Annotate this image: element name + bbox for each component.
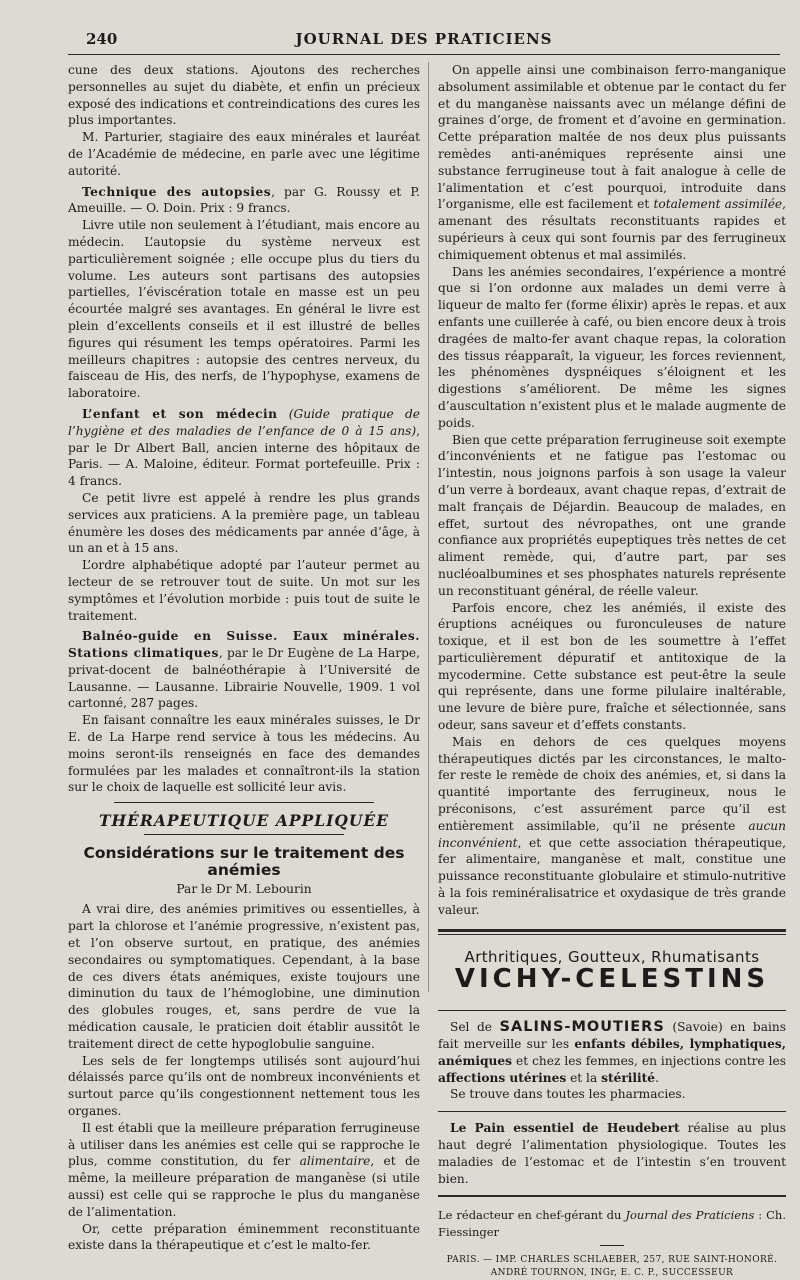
editor-credit: Le rédacteur en chef-gérant du Journal des Praticiens : Ch. Fiessinger xyxy=(438,1208,786,1240)
book-review-autopsies xyxy=(68,184,420,218)
imprint-line: PARIS. — IMP. CHARLES SCHLAEBER, 257, RUE SAINT-HONORÉ. xyxy=(446,1255,778,1265)
paragraph: Il est établi que la meilleure préparation ferrugineuse à utiliser dans les anémies est celle qui se rapproche le plus, comme constitution, du fer alimentaire, et de même, la meilleure préparation de manganèse (si utile aussi) est celle qui se rapproche le plus du manganèse de l’alimentation. xyxy=(68,1120,420,1219)
paragraph: L’ordre alphabétique adopté par l’auteur permet au lecteur de se retrouver tout de suite. Un mot sur les symptômes et l’évolution morbide : puis tout de suite le traitement. xyxy=(68,558,420,623)
book-review-balneo xyxy=(68,628,420,712)
ad-brand: SALINS-MOUTIERS xyxy=(499,1019,665,1036)
imprint-line: ANDRÉ TOURNON, INGr, E. C. P., SUCCESSEUR xyxy=(490,1268,734,1278)
paragraph: A vrai dire, des anémies primitives ou essentielles, à part la chlorose et l’anémie progressive, n’existent pas, et l’on observe surtout, en pratique, des anémies secondaires ou symptomatiques. Cependant, à la base de ces divers états anémiques, existe toujours une diminution du taux de l’hémoglobine, une diminution des globules rouges, et, sans perdre de vue la médication causale, le praticien doit établir aussitôt le traitement direct de cette hypoglobulie sanguine. xyxy=(68,902,420,1051)
section-divider xyxy=(144,834,344,835)
paragraph: Livre utile non seulement à l’étudiant, mais encore au médecin. L’autopsie du système nerveux est particulièrement soignée ; elle occupe plus du tiers du volume. Les auteurs sont partisans des autopsies partielles, l’éviscération totale en masse est un peu écourtée malgré ses avantages. En général le livre est plein d’excellents conseils et il est illustré de belles figures qui résument les temps opératoires. Parmi les meilleurs chapitres : autopsie des centres nerveux, du faisceau de His, des nerfs, de l’hypophyse, examens de laboratoire. xyxy=(68,218,420,401)
paragraph: Bien que cette préparation ferrugineuse soit exempte d’inconvénients et ne fatigue pas l’estomac ou l’intestin, nous joignons parfois à son usage la valeur d’un verre à bordeaux, avant chaque repas, d’extrait de malt français de Déjardin. Beaucoup de malades, en effet, surtout des névropathes, ont une grande confiance aux propriétés eupeptiques très nettes de cet aliment remède, qui, d’autre part, par ses nucléoalbumines et ses phosphates naturels représente un reconstituant général, de réelle valeur. xyxy=(438,432,786,598)
column-divider xyxy=(428,62,429,992)
ad-salins-moutiers xyxy=(438,1019,786,1103)
journal-title: JOURNAL DES PRATICIENS xyxy=(295,30,553,48)
left-column xyxy=(68,62,420,1254)
ad-brand: Le Pain essentiel de Heudebert xyxy=(450,1121,680,1136)
ad-text: Sel de SALINS-MOUTIERS (Savoie) en bains fait merveille sur les enfants débiles, lymphatiques, anémiques et chez les femmes, en injections contre les affections utérines et la stérilité. xyxy=(438,1019,786,1085)
paragraph: M. Parturier, stagiaire des eaux minérales et lauréat de l’Académie de médecine, en parle avec une légitime autorité. xyxy=(68,130,420,178)
book-title: Technique des autopsies xyxy=(82,184,272,199)
section-title: THÉRAPEUTIQUE APPLIQUÉE xyxy=(98,811,390,831)
page-number: 240 xyxy=(86,30,118,48)
article-byline: Par le Dr M. Lebourin xyxy=(176,881,312,896)
book-review-enfant xyxy=(68,406,420,490)
paragraph: En faisant connaître les eaux minérales suisses, le Dr E. de La Harpe rend service à tous les médecins. Au moins seront-ils renseignés en face des demandes formulées par les malades et connaîtront-ils la station sur le choix de laquelle est sollicité leur avis. xyxy=(68,713,420,795)
paragraph: cune des deux stations. Ajoutons des recherches personnelles au sujet du diabète, et enfin un précieux exposé des indications et contreindications des cures les plus importantes. xyxy=(68,63,420,128)
paragraph: Les sels de fer longtemps utilisés sont aujourd’hui délaissés parce qu’ils ont de nombreux inconvénients et surtout parce qu’ils congestionnent nettement tous les organes. xyxy=(68,1053,420,1119)
book-citation: , par le Dr Eugène de La Harpe, privat-docent de balnéothérapie à l’Université de Lausanne. — Lausanne. Librairie Nouvelle, 1909. 1 vol cartonné, 287 pages. xyxy=(68,646,420,711)
ad-heading: Arthritiques, Goutteux, Rhumatisants xyxy=(464,947,760,966)
ad-text: Se trouve dans toutes les pharmacies. xyxy=(450,1087,686,1102)
paragraph: On appelle ainsi une combinaison ferro-manganique absolument assimilable et obtenue par le contact du fer et du manganèse naissants avec un mélange défini de graines d’orge, de froment et d’avoine en germination. Cette préparation maltée de nos deux plus puissants remèdes anti-anémiques représente ainsi une substance ferrugineuse tout à fait analogue à celle de l’alimentation et c’est pourquoi, introduite dans l’organisme, elle est facilement et totalement assimilée, amenant des résultats reconstituants rapides et supérieurs à ceux qui sont fournis par des ferrugineux chimiquement obtenus et mal assimilés. xyxy=(438,63,786,262)
ad-divider xyxy=(438,1010,786,1011)
ad-divider xyxy=(438,934,786,935)
paragraph: Parfois encore, chez les anémiés, il existe des éruptions acnéiques ou furonculeuses de nature toxique, et il est bon de les soumettre à l’effet particulièrement dépuratif et antitoxique de la mycodermine. Cette substance est peut-être la seule qui représente, dans une forme pilulaire inaltérable, une levure de bière pure, fraîche et sélectionnée, sans odeur, sans saveur et d’effets constants. xyxy=(438,600,786,733)
ad-divider xyxy=(438,1195,786,1197)
article-title: Considérations sur le traitement des anémies xyxy=(83,844,405,879)
ad-divider xyxy=(438,929,786,932)
paragraph: Or, cette préparation éminemment reconstituante existe dans la thérapeutique et c’est le malto-fer. xyxy=(68,1221,420,1253)
page-header xyxy=(68,28,780,55)
paragraph: Ce petit livre est appelé à rendre les plus grands services aux praticiens. A la première page, un tableau énumère les doses des médicaments par année d’âge, à un an et à 15 ans. xyxy=(68,490,420,556)
book-citation: , par le Dr Albert Ball, ancien interne des hôpitaux de Paris. — A. Maloine, éditeur. Format portefeuille. Prix : 4 francs. xyxy=(68,423,420,489)
footer-divider xyxy=(600,1245,624,1246)
ad-vichy-celestins xyxy=(438,945,786,1003)
ad-heudebert xyxy=(438,1120,786,1187)
ad-text: Le Pain essentiel de Heudebert réalise au plus haut degré l’alimentation physiologique. Toutes les maladies de l’estomac et de l’intestin s’en trouvent bien. xyxy=(438,1121,787,1186)
ad-brand: VICHY-CELESTINS xyxy=(454,964,770,995)
book-citation: , par G. Roussy et P. Ameuille. — O. Doin. Prix : 9 francs. xyxy=(68,184,420,216)
section-divider xyxy=(114,802,374,803)
book-title: L’enfant et son médecin xyxy=(82,406,278,421)
right-column xyxy=(438,62,786,1280)
paragraph: Mais en dehors de ces quelques moyens thérapeutiques dictés par les circonstances, le malto-fer reste le remède de choix des anémies, et, si dans la quantité importante des ferrugineux, nous le préconisons, c’est assurément parce qu’il est entièrement assimilable, qu’il ne présente aucun inconvénient, et que cette association thérapeutique, fer alimentaire, manganèse et malt, constitue une puissance reconstituante globulaire et stimulo-nutritive à la fois reminéralisatrice et oxydasique de très grande valeur. xyxy=(438,734,786,917)
book-title: Balnéo-guide en Suisse. Eaux minérales. Stations climatiques xyxy=(68,629,420,661)
paragraph: Dans les anémies secondaires, l’expérience a montré que si l’on ordonne aux malades un demi verre à liqueur de malto fer (forme élixir) après le repas. et aux enfants une cuillerée à café, ou bien encore deux à trois dragées de malto-fer avant chaque repas, la coloration des tissus réapparaît, la vigueur, les forces reviennent, les phénomènes dyspnéiques s’éloignent et les digestions s’améliorent. De même les signes d’auscultation n’existent plus et le malade augmente de poids. xyxy=(438,264,786,430)
ad-divider xyxy=(438,1111,786,1112)
book-subtitle: (Guide pratique de l’hygiène et des maladies de l’enfance de 0 à 15 ans) xyxy=(68,406,421,438)
